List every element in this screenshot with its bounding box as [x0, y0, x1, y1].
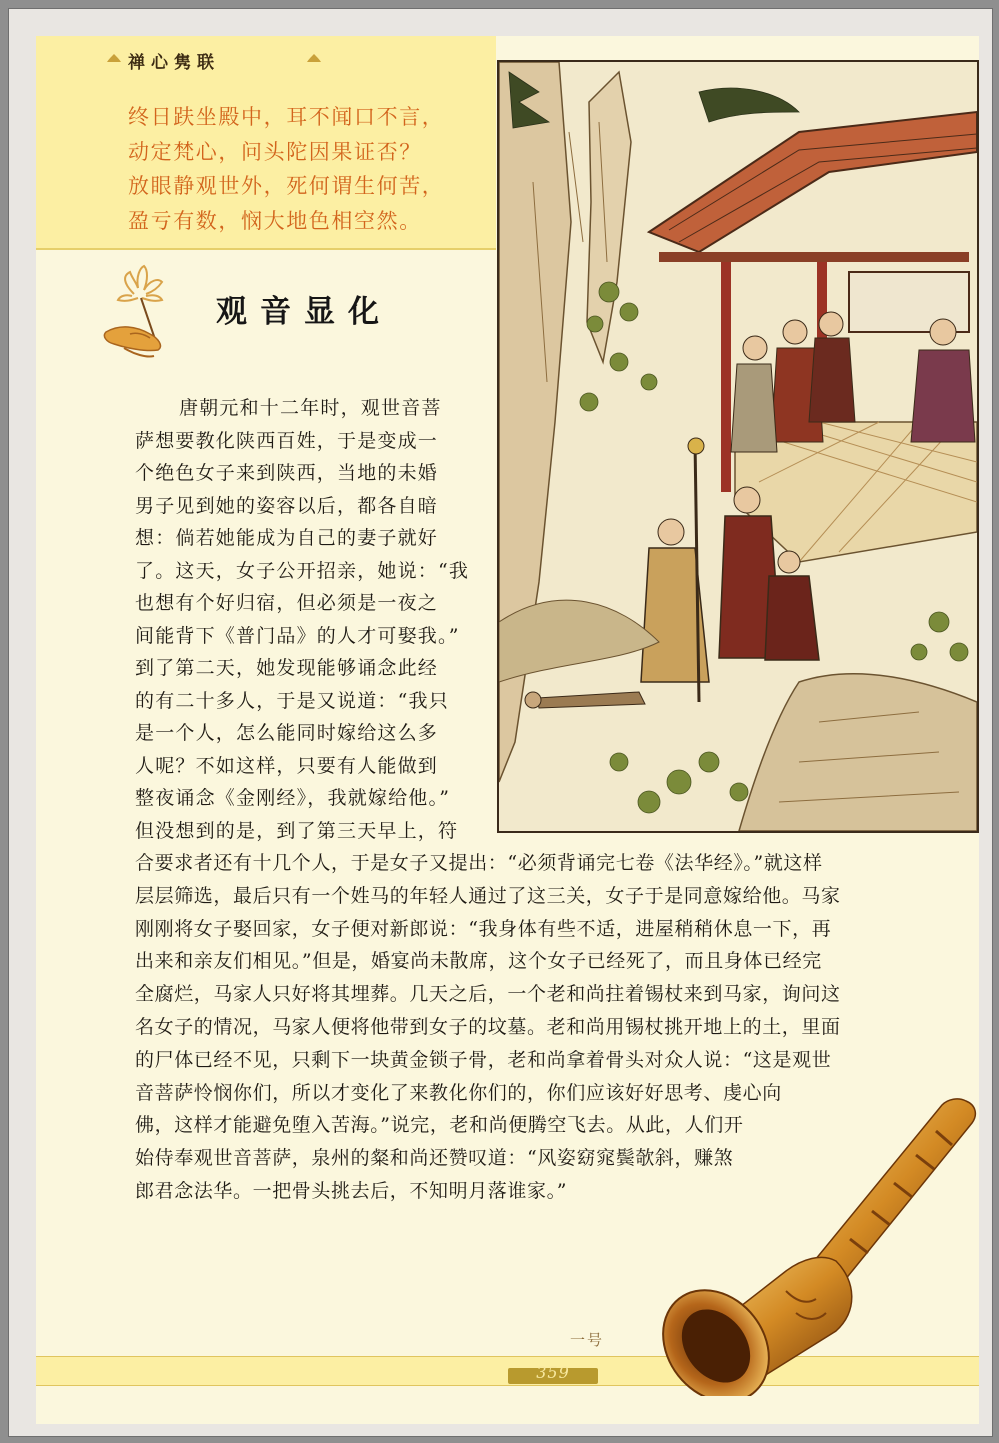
poem-line: 盈亏有数，悯大地色相空然。 — [128, 208, 422, 233]
body-line: 人呢？不如这样，只要有人能做到 — [135, 754, 439, 777]
book-page — [36, 36, 979, 1424]
body-line: 整夜诵念《金刚经》，我就嫁给他。” — [135, 787, 451, 809]
section-header-label: 禅心隽联 — [128, 53, 220, 73]
article-body — [135, 392, 947, 1208]
poem-line: 放眼静观世外，死何谓生何苦， — [128, 174, 445, 198]
body-line: 唐朝元和十二年时，观世音菩 — [179, 397, 442, 419]
body-line: 刚刚将女子娶回家，女子便对新郎说：“我身体有些不适，进屋稍稍休息一下，再 — [135, 917, 832, 940]
body-line: 始侍奉观世音菩萨，泉州的粲和尚还赞叹道：“风姿窈窕鬓欹斜，赚煞 — [135, 1147, 734, 1170]
page-frame — [8, 8, 993, 1437]
lotus-ornament-icon — [306, 53, 322, 63]
poem-line: 终日趺坐殿中，耳不闻口不言， — [128, 105, 445, 129]
hand-holding-lotus-icon — [96, 262, 186, 362]
body-line: 想：倘若她能成为自己的妻子就好 — [135, 527, 439, 549]
body-line: 的有二十多人，于是又说道：“我只 — [135, 689, 449, 712]
body-line: 了。这天，女子公开招亲，她说：“我 — [135, 559, 470, 582]
body-line: 到了第二天，她发现能够诵念此经 — [135, 657, 439, 679]
body-line: 佛，这样才能避免堕入苦海。”说完，老和尚便腾空飞去。从此，人们开 — [135, 1114, 744, 1137]
body-line: 间能背下《普门品》的人才可娶我。” — [135, 624, 460, 647]
poem-panel — [36, 36, 496, 250]
lotus-ornament-icon — [106, 53, 122, 63]
body-line: 合要求者还有十几个人，于是女子又提出：“必须背诵完七卷《法华经》。”就这样 — [135, 852, 823, 874]
body-line: 是一个人，怎么能同时嫁给这么多 — [135, 722, 439, 744]
body-line: 但没想到的是，到了第三天早上，符 — [135, 819, 459, 842]
body-line: 的尸体已经不见，只剩下一块黄金锁子骨，老和尚拿着骨头对众人说：“这是观世 — [135, 1048, 832, 1071]
couplet-poem — [128, 100, 488, 238]
page-number: 359 — [536, 1363, 570, 1382]
body-line: 音菩萨怜悯你们，所以才变化了来教化你们的，你们应该好好思考、虔心向 — [135, 1081, 782, 1104]
image-caption: 一号 — [570, 1331, 605, 1349]
body-line: 层层筛选，最后只有一个姓马的年轻人通过了这三关，女子于是同意嫁给他。马家 — [135, 884, 841, 907]
body-line: 男子见到她的姿容以后，都各自暗 — [135, 494, 439, 517]
golden-horn-icon — [636, 1091, 979, 1396]
body-line: 全腐烂，马家人只好将其埋葬。几天之后，一个老和尚拄着锡杖来到马家，询问这 — [135, 983, 841, 1006]
poem-line: 动定梵心，问头陀因果证否？ — [128, 139, 422, 164]
body-line: 也想有个好归宿，但必须是一夜之 — [135, 592, 439, 614]
body-line: 出来和亲友们相见。”但是，婚宴尚未散席，这个女子已经死了，而且身体已经完 — [135, 950, 822, 973]
body-line: 萨想要教化陕西百姓，于是变成一 — [135, 429, 439, 452]
body-line: 个绝色女子来到陕西，当地的未婚 — [135, 462, 439, 484]
body-line: 郎君念法华。一把骨头挑去后，不知明月落谁家。” — [135, 1179, 568, 1202]
body-line: 名女子的情况，马家人便将他带到女子的坟墓。老和尚用锡杖挑开地上的土，里面 — [135, 1015, 841, 1038]
article-title: 观音显化 — [216, 294, 392, 330]
